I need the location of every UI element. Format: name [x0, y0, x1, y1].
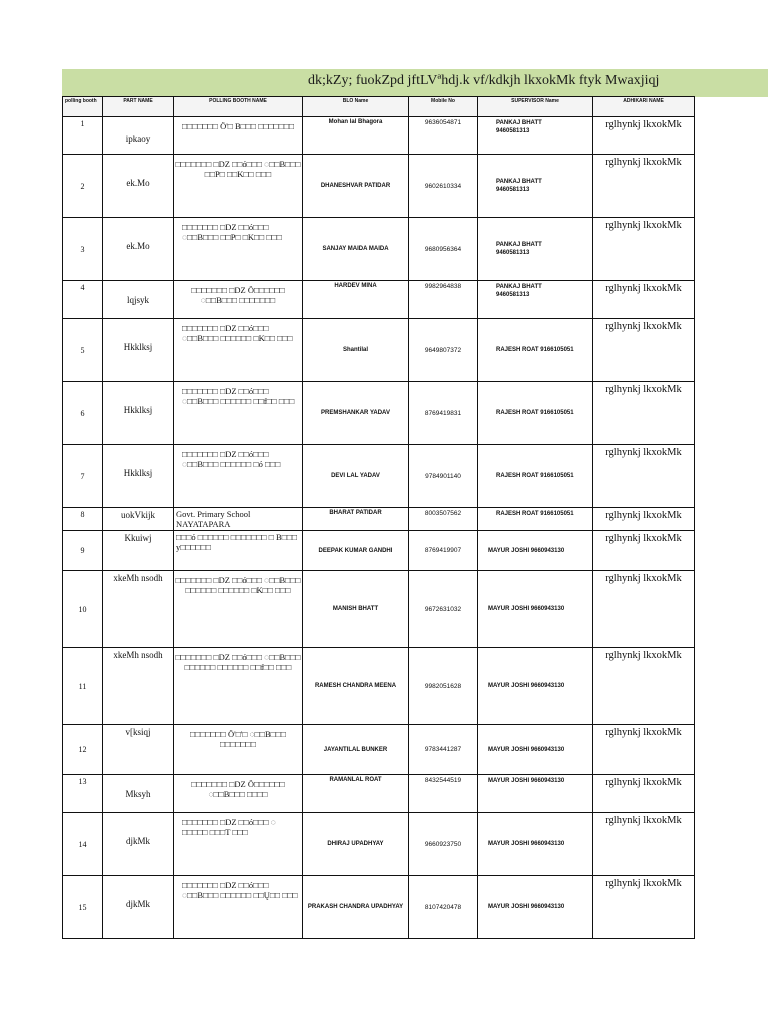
adhikari-name: rglhynkj lkxokMk — [593, 813, 695, 876]
table-row — [63, 725, 695, 775]
supervisor-name: RAJESH ROAT 9166105051 — [478, 319, 593, 382]
adhikari-name: rglhynkj lkxokMk — [593, 281, 695, 319]
supervisor-name: PANKAJ BHATT 9460581313 — [478, 117, 593, 155]
part-name: lqjsyk — [103, 281, 174, 319]
booth-number: 11 — [63, 648, 103, 725]
mobile-no: 8432544519 — [409, 775, 478, 813]
booth-number: 6 — [63, 382, 103, 445]
mobile-no: 8769419907 — [409, 531, 478, 571]
mobile-no: 9660923750 — [409, 813, 478, 876]
table-row — [63, 218, 695, 281]
mobile-no: 9602610334 — [409, 155, 478, 218]
booth-name: □□□□□□□ □DZ □□ó□□□ ◌□□B□□□ □□P□ □K□□ □□□ — [174, 218, 303, 281]
supervisor-name: MAYUR JOSHI 9660943130 — [478, 531, 593, 571]
header-adhikari-name: ADHIKARI NAME — [593, 97, 695, 117]
table-row — [63, 382, 695, 445]
booth-number: 4 — [63, 281, 103, 319]
booth-name: □□□□□□□ □DZ □□ó□□□ ◌□□B□□□ □□□□□□ □ó □□□ — [174, 445, 303, 508]
blo-name: MANISH BHATT — [303, 571, 409, 648]
blo-name: HARDEV MINA — [303, 281, 409, 319]
supervisor-name: PANKAJ BHATT 9460581313 — [478, 281, 593, 319]
blo-name: BHARAT PATIDAR — [303, 508, 409, 531]
blo-name: RAMANLAL ROAT — [303, 775, 409, 813]
booth-number: 2 — [63, 155, 103, 218]
booth-number: 9 — [63, 531, 103, 571]
table-row — [63, 508, 695, 531]
supervisor-name: MAYUR JOSHI 9660943130 — [478, 876, 593, 939]
booth-number: 8 — [63, 508, 103, 531]
supervisor-name: RAJESH ROAT 9166105051 — [478, 445, 593, 508]
part-name: Mksyh — [103, 775, 174, 813]
adhikari-name: rglhynkj lkxokMk — [593, 508, 695, 531]
mobile-no: 9672631032 — [409, 571, 478, 648]
mobile-no: 9636054871 — [409, 117, 478, 155]
booth-name: □□□□□□□ □DZ Ö□□□□□□ ◌□□B□□□ □□□□□□□ — [174, 281, 303, 319]
adhikari-name: rglhynkj lkxokMk — [593, 445, 695, 508]
supervisor-name: MAYUR JOSHI 9660943130 — [478, 813, 593, 876]
adhikari-name: rglhynkj lkxokMk — [593, 382, 695, 445]
booth-name: Govt. Primary School NAYATAPARA — [174, 508, 303, 531]
mobile-no: 9649807372 — [409, 319, 478, 382]
table-row — [63, 117, 695, 155]
table-row — [63, 155, 695, 218]
booth-name: □□□□□□□ □DZ □□ó□□□ ◌□□B□□□ □□□□□□ □□□□□□ □□f□□ □□□ — [174, 648, 303, 725]
blo-name: Shantilal — [303, 319, 409, 382]
blo-name: Mohan lal Bhagora — [303, 117, 409, 155]
adhikari-name: rglhynkj lkxokMk — [593, 775, 695, 813]
supervisor-name: PANKAJ BHATT 9460581313 — [478, 218, 593, 281]
part-name: djkMk — [103, 813, 174, 876]
booth-number: 1 — [63, 117, 103, 155]
blo-name: DEVI LAL YADAV — [303, 445, 409, 508]
booth-name: □□□ó □□□□□□ □□□□□□□ □ B□□□ y□□□□□□ — [174, 531, 303, 571]
part-name: Hkklksj — [103, 382, 174, 445]
booth-name: □□□□□□□ □DZ Ö□□□□□□ ◌□□B□□□ □□□□ — [174, 775, 303, 813]
supervisor-name: MAYUR JOSHI 9660943130 — [478, 725, 593, 775]
mobile-no: 9982051628 — [409, 648, 478, 725]
adhikari-name: rglhynkj lkxokMk — [593, 117, 695, 155]
table-row — [63, 571, 695, 648]
blo-name: DEEPAK KUMAR GANDHI — [303, 531, 409, 571]
booth-name: □□□□□□□ □DZ □□ó□□□ ◌□□B□□□ □□P□ □□K□□ □□□ — [174, 155, 303, 218]
booth-number: 15 — [63, 876, 103, 939]
blo-name: DHIRAJ UPADHYAY — [303, 813, 409, 876]
blo-name: RAMESH CHANDRA MEENA — [303, 648, 409, 725]
part-name: ek.Mo — [103, 218, 174, 281]
mobile-no: 8003507562 — [409, 508, 478, 531]
adhikari-name: rglhynkj lkxokMk — [593, 648, 695, 725]
supervisor-name: MAYUR JOSHI 9660943130 — [478, 775, 593, 813]
booth-number: 10 — [63, 571, 103, 648]
mobile-no: 8107420478 — [409, 876, 478, 939]
header-polling-booth: polling booth — [63, 97, 103, 117]
blo-name: DHANESHVAR PATIDAR — [303, 155, 409, 218]
booth-number: 5 — [63, 319, 103, 382]
mobile-no: 9982964838 — [409, 281, 478, 319]
supervisor-name: RAJESH ROAT 9166105051 — [478, 382, 593, 445]
part-name: Kkuiwj — [103, 531, 174, 571]
booth-number: 14 — [63, 813, 103, 876]
mobile-no: 9783441287 — [409, 725, 478, 775]
booth-number: 13 — [63, 775, 103, 813]
adhikari-name: rglhynkj lkxokMk — [593, 876, 695, 939]
polling-booth-table — [62, 96, 695, 939]
header-part-name: PART NAME — [103, 97, 174, 117]
part-name: Hkklksj — [103, 445, 174, 508]
part-name: djkMk — [103, 876, 174, 939]
header-row — [63, 97, 695, 117]
booth-name: □□□□□□□ □DZ □□ó□□□ ◌□□B□□□ □□□□□□ □□f□□ □□□ — [174, 382, 303, 445]
part-name: v[ksiqj — [103, 725, 174, 775]
booth-number: 12 — [63, 725, 103, 775]
header-mobile-no: Mobile No — [409, 97, 478, 117]
part-name: ek.Mo — [103, 155, 174, 218]
table-row — [63, 531, 695, 571]
table-row — [63, 445, 695, 508]
title-banner — [62, 69, 768, 97]
blo-name: PREMSHANKAR YADAV — [303, 382, 409, 445]
supervisor-name: RAJESH ROAT 9166105051 — [478, 508, 593, 531]
booth-name: □□□□□□□ □DZ □□ó□□□ ◌ □□□□□ □□□T □□□ — [174, 813, 303, 876]
adhikari-name: rglhynkj lkxokMk — [593, 155, 695, 218]
supervisor-name: MAYUR JOSHI 9660943130 — [478, 571, 593, 648]
part-name: ipkaoy — [103, 117, 174, 155]
booth-name: □□□□□□□ Ö'□'□ ◌□□B□□□ □□□□□□□ — [174, 725, 303, 775]
adhikari-name: rglhynkj lkxokMk — [593, 725, 695, 775]
supervisor-name: PANKAJ BHATT 9460581313 — [478, 155, 593, 218]
header-blo-name: BLO Name — [303, 97, 409, 117]
blo-name: SANJAY MAIDA MAIDA — [303, 218, 409, 281]
mobile-no: 9680956364 — [409, 218, 478, 281]
header-booth-name: POLLING BOOTH NAME — [174, 97, 303, 117]
page-title: dk;kZy; fuokZpd jftLVªhdj.k vf/kdkjh lkxokMk ftyk Mwaxjiqj — [308, 73, 660, 88]
table-row — [63, 775, 695, 813]
booth-number: 7 — [63, 445, 103, 508]
adhikari-name: rglhynkj lkxokMk — [593, 218, 695, 281]
blo-name: JAYANTILAL BUNKER — [303, 725, 409, 775]
adhikari-name: rglhynkj lkxokMk — [593, 531, 695, 571]
part-name: uokVkijk — [103, 508, 174, 531]
table-row — [63, 648, 695, 725]
supervisor-name: MAYUR JOSHI 9660943130 — [478, 648, 593, 725]
mobile-no: 8769419831 — [409, 382, 478, 445]
booth-name: □□□□□□□ □DZ □□ó□□□ ◌□□B□□□ □□□□□□ □□□□□□ □K□□ □□□ — [174, 571, 303, 648]
table-row — [63, 876, 695, 939]
table-row — [63, 281, 695, 319]
booth-name: □□□□□□□ □DZ □□ó□□□ ◌□□B□□□ □□□□□□ □□Ų□□ □□□ — [174, 876, 303, 939]
booth-name: □□□□□□□ Ö'□ B□□□ □□□□□□□ — [174, 117, 303, 155]
part-name: xkeMh nsodh — [103, 571, 174, 648]
table-row — [63, 319, 695, 382]
part-name: Hkklksj — [103, 319, 174, 382]
adhikari-name: rglhynkj lkxokMk — [593, 319, 695, 382]
header-supervisor-name: SUPERVISOR Name — [478, 97, 593, 117]
adhikari-name: rglhynkj lkxokMk — [593, 571, 695, 648]
table-row — [63, 813, 695, 876]
part-name: xkeMh nsodh — [103, 648, 174, 725]
booth-number: 3 — [63, 218, 103, 281]
mobile-no: 9784901140 — [409, 445, 478, 508]
blo-name: PRAKASH CHANDRA UPADHYAY — [303, 876, 409, 939]
booth-name: □□□□□□□ □DZ □□ó□□□ ◌□□B□□□ □□□□□□ □K□□ □□□ — [174, 319, 303, 382]
